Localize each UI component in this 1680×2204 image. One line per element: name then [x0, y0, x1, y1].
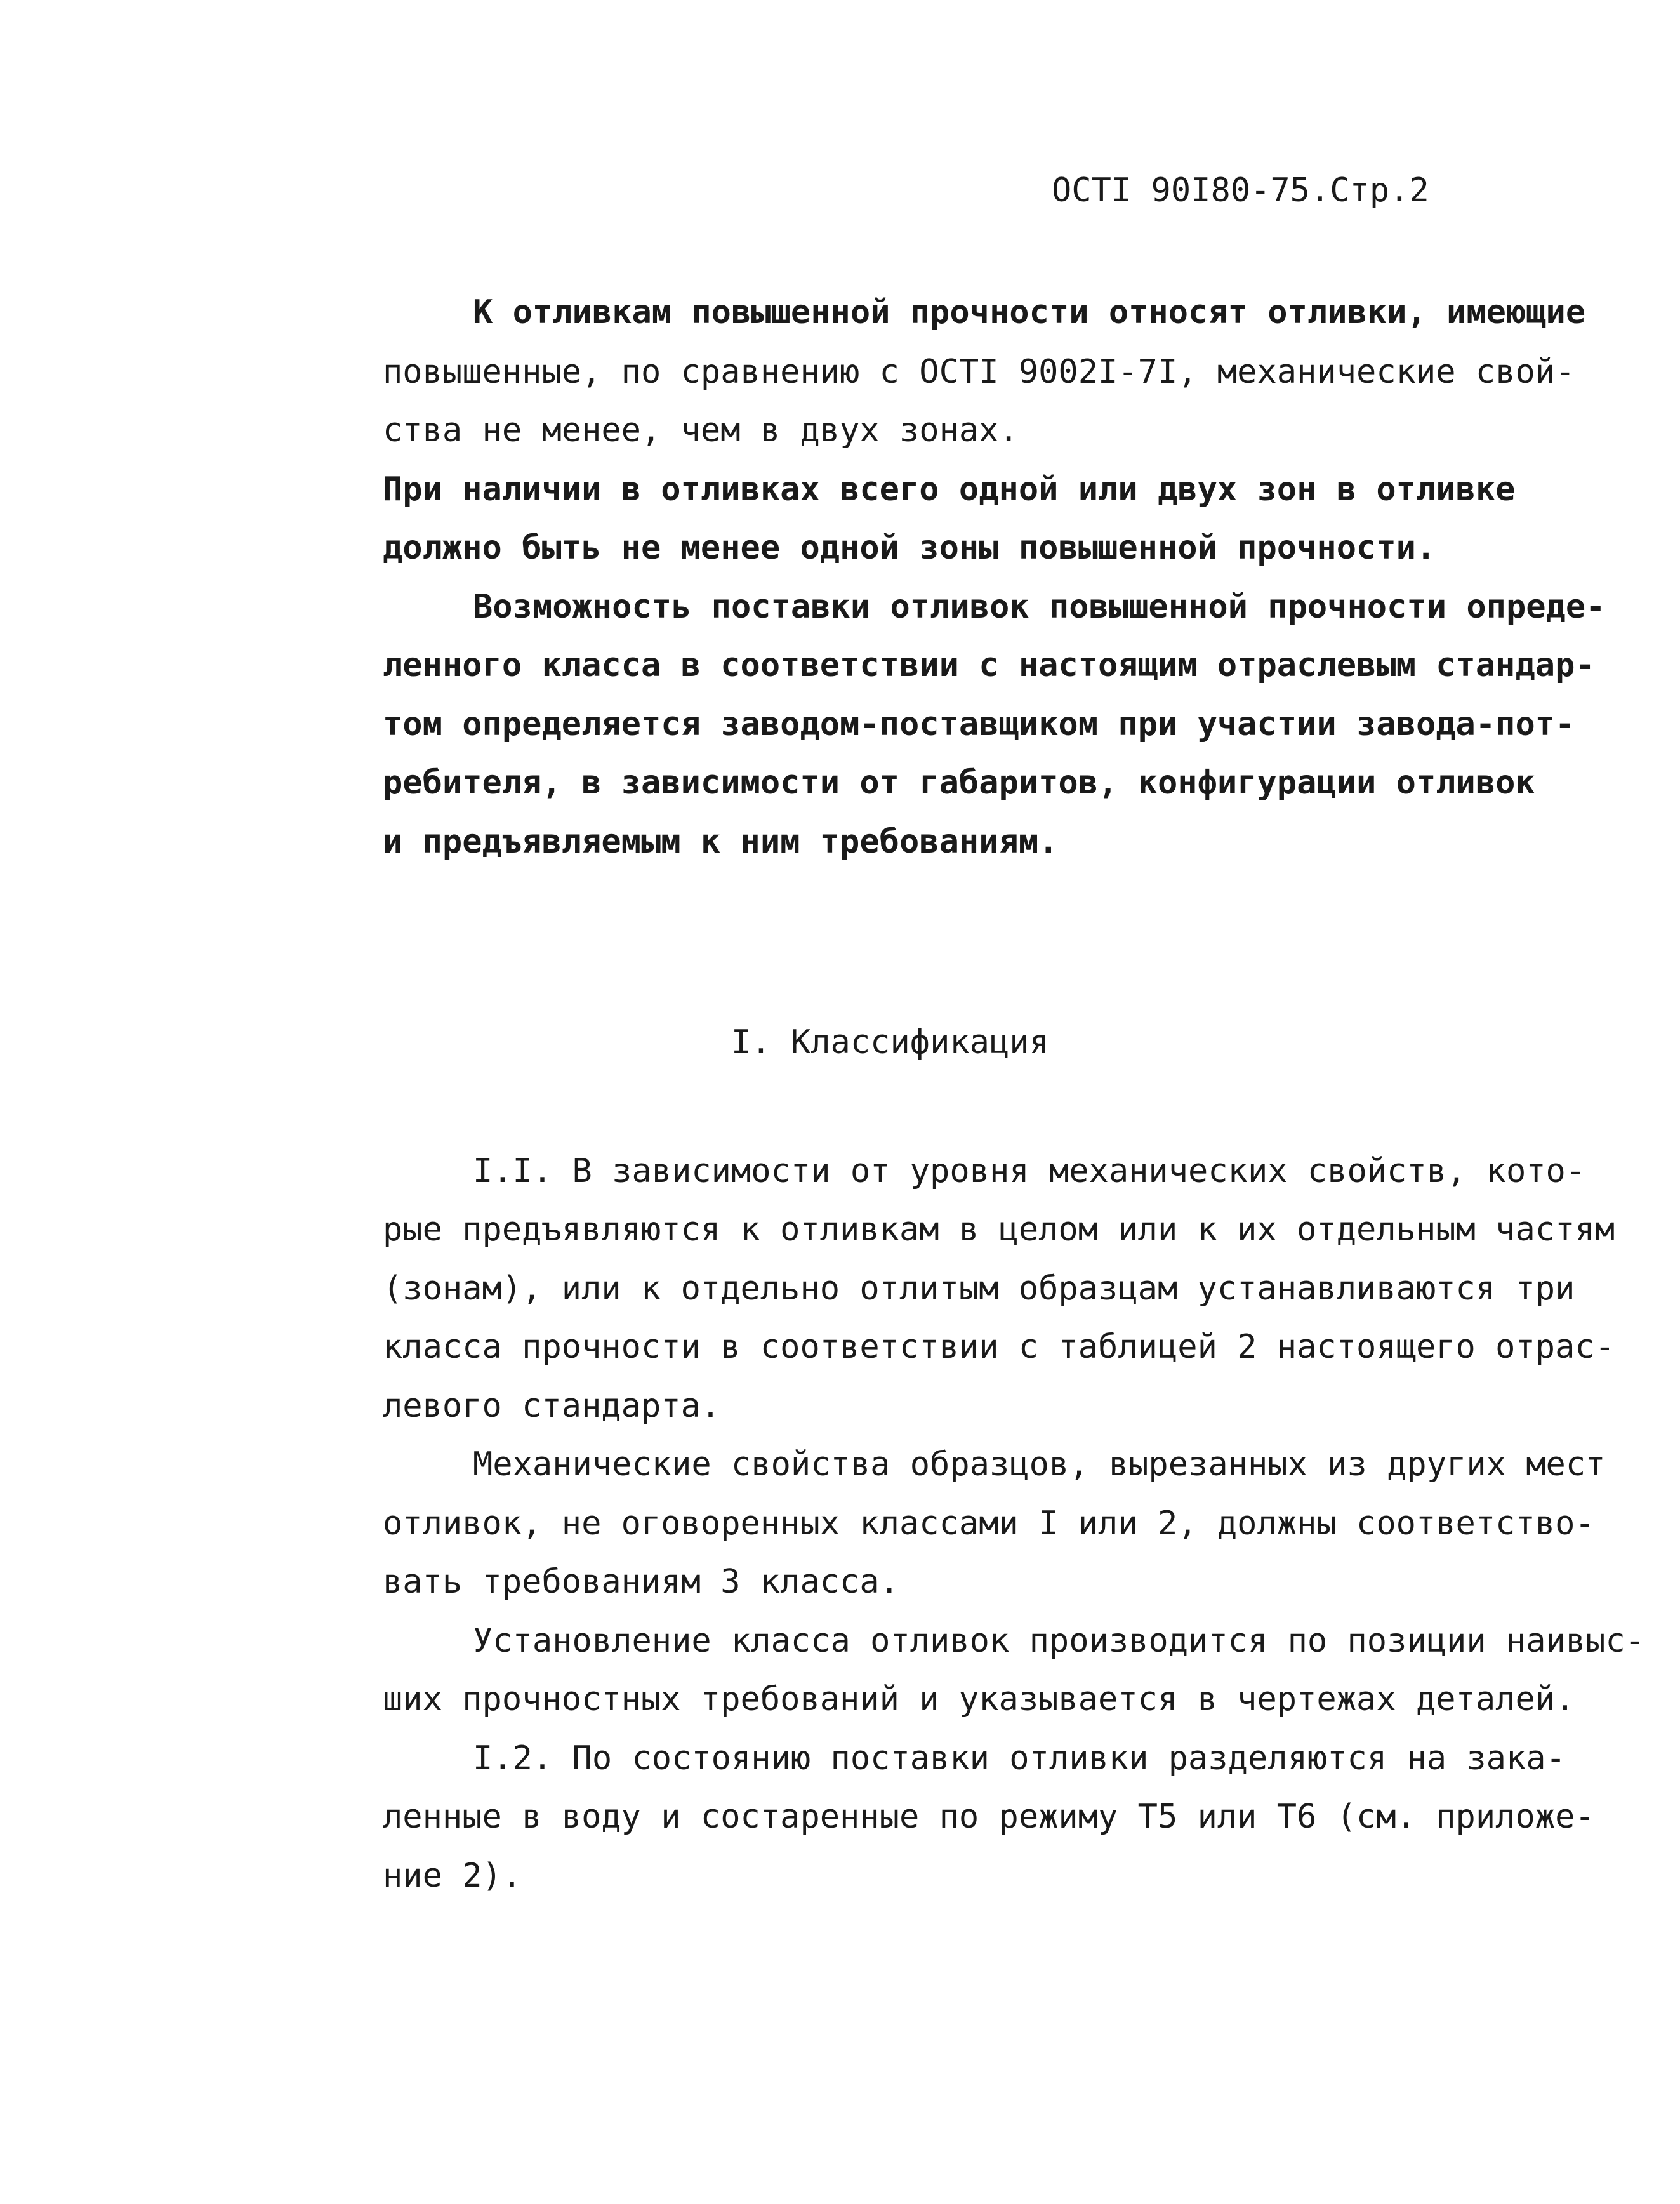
s1-p1b-line1: Механические свойства образцов, вырезанных из других мест — [473, 1445, 1606, 1484]
s1-p2-line2: ленные в воду и состаренные по режиму Т5 или Т6 (см. приложе- — [383, 1798, 1595, 1836]
s1-p1c-line1: Установление класса отливок производится по позиции наивыс- — [473, 1622, 1646, 1660]
s1-p2-line3: ние 2). — [383, 1857, 522, 1895]
s1-p1-line5: левого стандарта. — [383, 1387, 721, 1425]
intro-p3-line4: ребителя, в зависимости от габаритов, конфигурации отливок — [383, 764, 1535, 802]
s1-p1c-line2: ших прочностных требований и указывается в чертежах деталей. — [383, 1680, 1575, 1718]
intro-p3-line1: Возможность поставки отливок повышенной прочности опреде- — [473, 588, 1606, 626]
s1-p1b-line3: вать требованиям 3 класса. — [383, 1563, 899, 1601]
s1-p1-line1: I.I. В зависимости от уровня механических свойств, кото- — [473, 1152, 1586, 1190]
intro-p2-line2: должно быть не менее одной зоны повышенной прочности. — [383, 529, 1436, 567]
s1-p1-line3: (зонам), или к отдельно отлитым образцам устанавливаются три — [383, 1270, 1575, 1308]
intro-p3-line5: и предъявляемым к ним требованиям. — [383, 823, 1059, 861]
intro-p1-line3: ства не менее, чем в двух зонах. — [383, 411, 1019, 449]
s1-p1-line2: рые предъявляются к отливкам в целом или к их отдельным частям — [383, 1211, 1615, 1249]
s1-p1-line4: класса прочности в соответствии с таблицей 2 настоящего отрас- — [383, 1328, 1615, 1366]
section-heading: I. Классификация — [731, 1023, 1049, 1061]
intro-p1-line2: повышенные, по сравнению с ОСТI 9002I-7I, механические свой- — [383, 353, 1575, 391]
intro-p3-line2: ленного класса в соответствии с настоящим отраслевым стандар- — [383, 646, 1595, 684]
s1-p2-line1: I.2. По состоянию поставки отливки разделяются на зака- — [473, 1739, 1566, 1777]
s1-p1b-line2: отливок, не оговоренных классами I или 2, должны соответство- — [383, 1504, 1595, 1543]
intro-p2-line1: При наличии в отливках всего одной или двух зон в отливке — [383, 470, 1516, 508]
intro-p1-line1: К отливкам повышенной прочности относят отливки, имеющие — [473, 293, 1586, 331]
page-reference: ОСТI 90I80-75.Стр.2 — [1052, 171, 1429, 209]
intro-p3-line3: том определяется заводом-поставщиком при участии завода-пот- — [383, 705, 1575, 743]
